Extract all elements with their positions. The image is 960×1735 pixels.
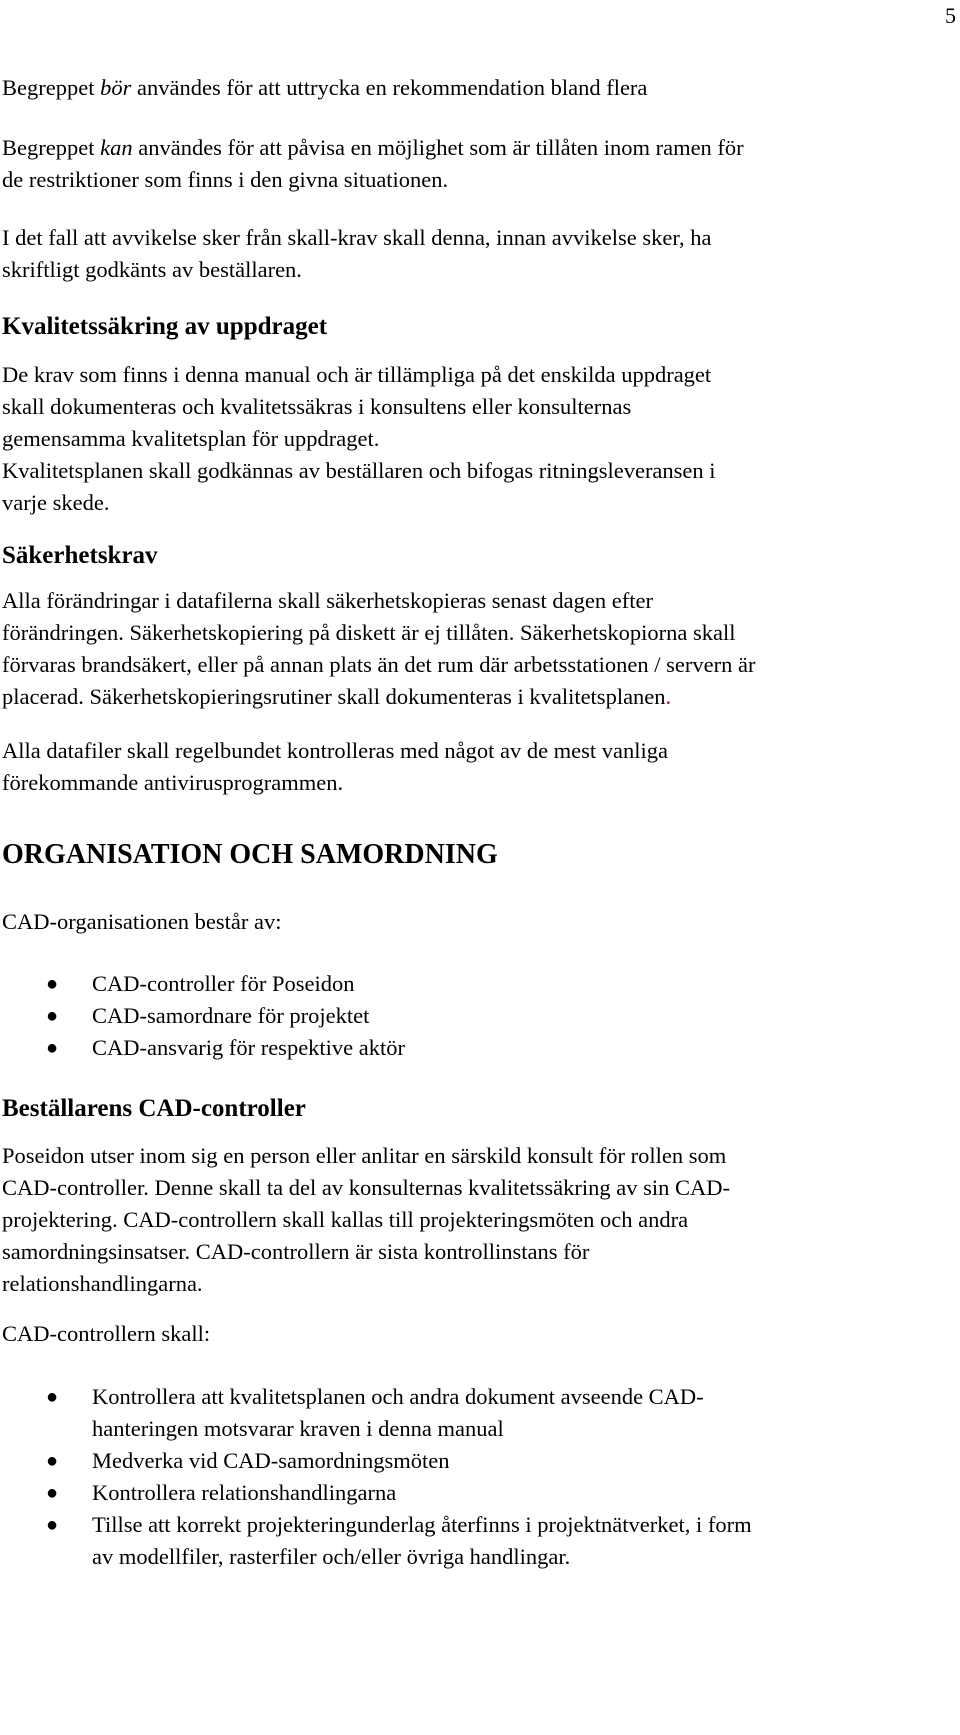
text-line: Poseidon utser inom sig en person eller anlitar en särskild konsult för rollen som xyxy=(2,1143,727,1168)
list-item-line: av modellfiler, rasterfiler och/eller övriga handlingar. xyxy=(92,1544,571,1569)
paragraph-controller-skall: CAD-controllern skall: xyxy=(2,1321,211,1346)
list-item xyxy=(2,1509,952,1573)
text-line: de restriktioner som finns i den givna situationen. xyxy=(2,167,449,192)
text-line: förekommande antivirusprogrammen. xyxy=(2,770,344,795)
text-line: projektering. CAD-controllern skall kallas till projekteringsmöten och andra xyxy=(2,1207,689,1232)
text-line: skall dokumenteras och kvalitetssäkras i konsultens eller konsulternas xyxy=(2,394,632,419)
text-line: I det fall att avvikelse sker från skall-krav skall denna, innan avvikelse sker, ha xyxy=(2,225,712,250)
heading-cad-controller: Beställarens CAD-controller xyxy=(2,1095,306,1122)
list-item xyxy=(2,968,952,1000)
list-item-text: CAD-ansvarig för respektive aktör xyxy=(92,1035,406,1060)
text-line: CAD-controller. Denne skall ta del av konsulternas kvalitetssäkring av sin CAD- xyxy=(2,1175,730,1200)
text-line: förvaras brandsäkert, eller på annan plats än det rum där arbetsstationen / servern är xyxy=(2,652,756,677)
term-kan: kan xyxy=(100,135,133,160)
paragraph-kvalitet xyxy=(2,359,952,519)
text: användes för att uttrycka en rekommendation bland flera xyxy=(131,75,648,100)
text-line: Kvalitetsplanen skall godkännas av beställaren och bifogas ritningsleveransen i xyxy=(2,458,716,483)
paragraph-cad-org: CAD-organisationen består av: xyxy=(2,909,282,934)
text-line: förändringen. Säkerhetskopiering på diskett är ej tillåten. Säkerhetskopiorna skall xyxy=(2,620,736,645)
heading-sakerhetskrav: Säkerhetskrav xyxy=(2,542,158,569)
paragraph-avvikelse xyxy=(2,222,952,286)
list-item-line: hanteringen motsvarar kraven i denna manual xyxy=(92,1416,504,1441)
list-item xyxy=(2,1032,952,1064)
text-line: De krav som finns i denna manual och är tillämpliga på det enskilda uppdraget xyxy=(2,362,712,387)
paragraph-sakerhet xyxy=(2,585,952,713)
red-period: . xyxy=(665,684,672,709)
page-number: 5 xyxy=(945,3,956,28)
list-item-line: Kontrollera relationshandlingarna xyxy=(92,1480,397,1505)
text: placerad. Säkerhetskopieringsrutiner skall dokumenteras i kvalitetsplanen xyxy=(2,684,666,709)
term-bor: bör xyxy=(100,75,132,100)
list-item xyxy=(2,1000,952,1032)
text-line: gemensamma kvalitetsplan för uppdraget. xyxy=(2,426,380,451)
paragraph-kan xyxy=(2,132,952,196)
text: Begreppet xyxy=(2,75,101,100)
list-item-text: CAD-samordnare för projektet xyxy=(92,1003,370,1028)
paragraph-controller xyxy=(2,1140,952,1300)
bullet-icon: ● xyxy=(46,1514,59,1536)
paragraph-bor xyxy=(2,72,952,104)
org-list xyxy=(2,968,952,1064)
text-line: Alla förändringar i datafilerna skall säkerhetskopieras senast dagen efter xyxy=(2,588,653,613)
text-line: relationshandlingarna. xyxy=(2,1271,203,1296)
paragraph-antivirus xyxy=(2,735,952,799)
list-item-line: Tillse att korrekt projekteringunderlag återfinns i projektnätverket, i form xyxy=(92,1512,752,1537)
bullet-icon: ● xyxy=(46,1482,59,1504)
list-item-line: Medverka vid CAD-samordningsmöten xyxy=(92,1448,450,1473)
bullet-icon: ● xyxy=(46,1005,59,1027)
text-line: varje skede. xyxy=(2,490,110,515)
heading-kvalitetssakring: Kvalitetssäkring av uppdraget xyxy=(2,313,328,340)
bullet-icon: ● xyxy=(46,1450,59,1472)
skall-list xyxy=(2,1381,952,1573)
text-line: skriftligt godkänts av beställaren. xyxy=(2,257,302,282)
list-item xyxy=(2,1445,952,1477)
bullet-icon: ● xyxy=(46,1037,59,1059)
list-item xyxy=(2,1477,952,1509)
list-item xyxy=(2,1381,952,1445)
text-line: Alla datafiler skall regelbundet kontrolleras med något av de mest vanliga xyxy=(2,738,669,763)
list-item-line: Kontrollera att kvalitetsplanen och andra dokument avseende CAD- xyxy=(92,1384,704,1409)
bullet-icon: ● xyxy=(46,1386,59,1408)
list-item-text: CAD-controller för Poseidon xyxy=(92,971,355,996)
text: användes för att påvisa en möjlighet som är tillåten inom ramen för xyxy=(132,135,744,160)
bullet-icon: ● xyxy=(46,973,59,995)
text-line: samordningsinsatser. CAD-controllern är sista kontrollinstans för xyxy=(2,1239,590,1264)
heading-organisation: ORGANISATION OCH SAMORDNING xyxy=(2,839,498,870)
text: Begreppet xyxy=(2,135,101,160)
